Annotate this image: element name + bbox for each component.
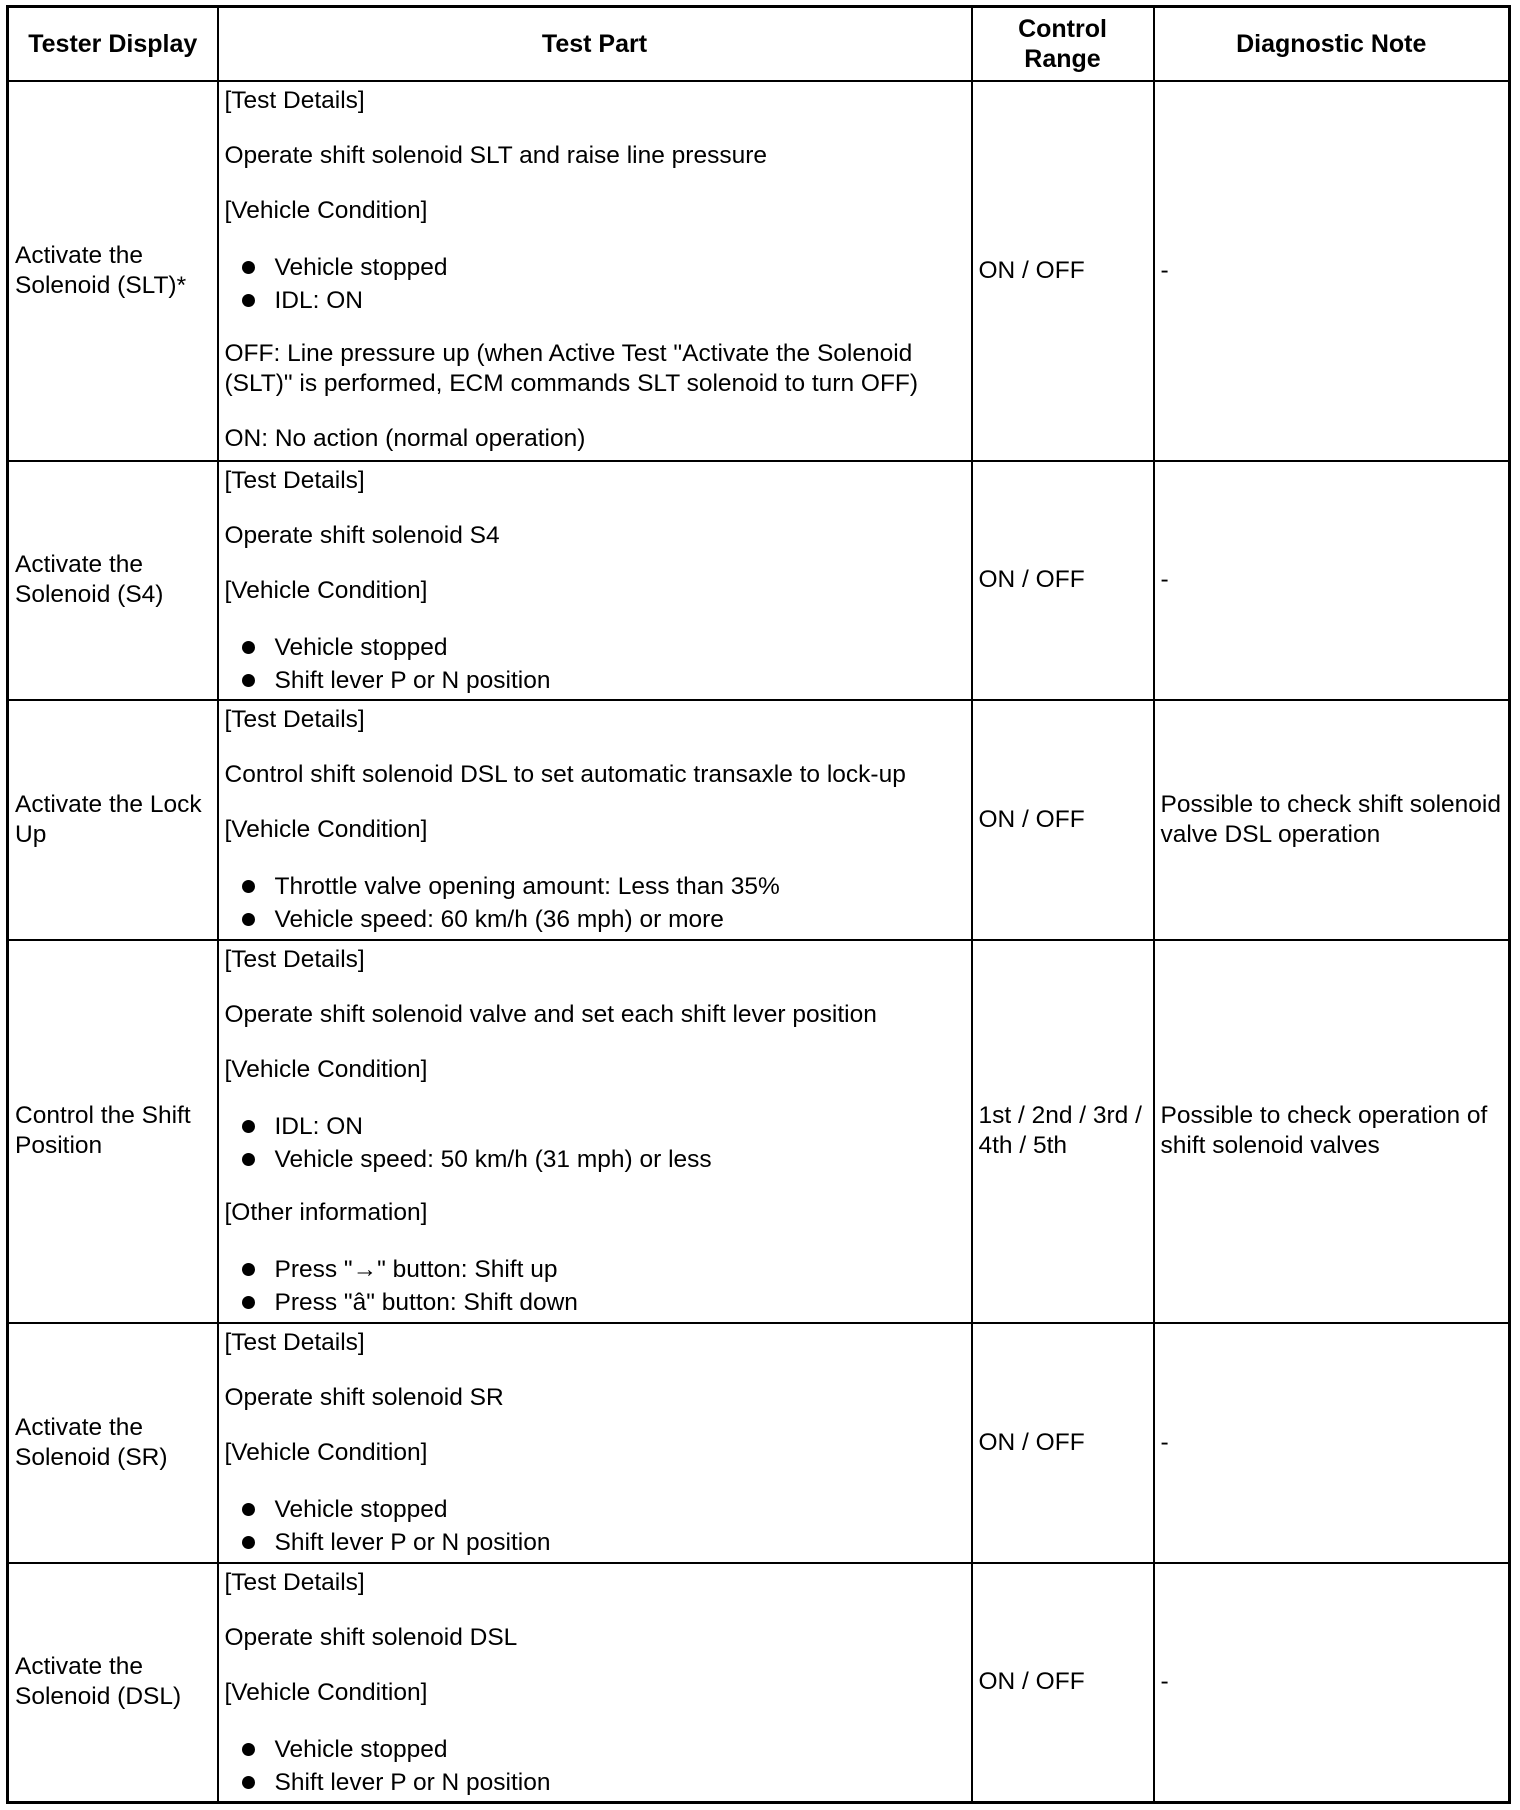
list-item-text: Press "→" button: Shift up [274, 1255, 558, 1283]
test-part-cell [218, 1563, 972, 1803]
list-item [225, 664, 965, 697]
diagnostic-note-cell: Possible to check operation of shift solenoid valves [1154, 940, 1510, 1323]
test-details-text: Operate shift solenoid valve and set each shift lever position [224, 1000, 877, 1028]
other-information-label: [Other information] [224, 1198, 428, 1226]
control-range-cell: ON / OFF [972, 1323, 1154, 1563]
bullet-icon [242, 1120, 255, 1133]
table-row [8, 1323, 1510, 1563]
list-item [225, 1733, 965, 1766]
test-details-label: [Test Details] [224, 945, 365, 973]
list-item-text: Vehicle speed: 50 km/h (31 mph) or less [274, 1145, 712, 1173]
list-item-text: Vehicle stopped [274, 253, 448, 281]
list-item-text: Press "â" button: Shift down [274, 1288, 578, 1316]
test-details-label: [Test Details] [224, 705, 365, 733]
diagnostic-note-cell: - [1154, 461, 1510, 700]
header-tester-display: Tester Display [8, 7, 218, 81]
test-details-text: Operate shift solenoid DSL [224, 1623, 518, 1651]
vehicle-condition-list [225, 1733, 965, 1799]
bullet-icon [242, 1296, 255, 1309]
table-row [8, 461, 1510, 700]
list-item-text: Vehicle speed: 60 km/h (36 mph) or more [274, 905, 724, 933]
test-details-text: Operate shift solenoid S4 [224, 521, 500, 549]
bullet-icon [242, 913, 255, 926]
list-item-text: Shift lever P or N position [274, 1528, 551, 1556]
tester-display-cell: Activate the Solenoid (DSL) [8, 1563, 218, 1803]
tester-display-cell: Activate the Solenoid (SR) [8, 1323, 218, 1563]
operation-notes [225, 339, 965, 454]
tester-display-cell: Activate the Solenoid (SLT)* [8, 81, 218, 461]
vehicle-condition-label: [Vehicle Condition] [224, 815, 428, 843]
list-item [225, 631, 965, 664]
header-diagnostic-note: Diagnostic Note [1154, 7, 1510, 81]
list-item [225, 284, 965, 317]
bullet-icon [242, 1536, 255, 1549]
control-range-cell: ON / OFF [972, 81, 1154, 461]
bullet-icon [242, 880, 255, 893]
table-row [8, 81, 1510, 461]
list-item-text: Shift lever P or N position [274, 666, 551, 694]
header-test-part: Test Part [218, 7, 972, 81]
vehicle-condition-list [225, 631, 965, 697]
bullet-icon [242, 1263, 255, 1276]
vehicle-condition-label: [Vehicle Condition] [224, 1438, 428, 1466]
list-item [225, 903, 965, 936]
table-row [8, 940, 1510, 1323]
list-item-text: Shift lever P or N position [274, 1768, 551, 1796]
test-details-label: [Test Details] [224, 1568, 365, 1596]
vehicle-condition-list [225, 1493, 965, 1559]
control-range-cell: ON / OFF [972, 461, 1154, 700]
bullet-icon [242, 1743, 255, 1756]
control-range-cell: ON / OFF [972, 700, 1154, 940]
bullet-icon [242, 1153, 255, 1166]
header-row [8, 7, 1510, 81]
test-details-text: Operate shift solenoid SLT and raise line pressure [224, 141, 767, 169]
diagnostic-note-cell: - [1154, 1563, 1510, 1803]
control-range-cell: ON / OFF [972, 1563, 1154, 1803]
list-item-text: IDL: ON [274, 1112, 363, 1140]
list-item-text: Vehicle stopped [274, 633, 448, 661]
list-item [225, 1143, 965, 1176]
active-test-table [6, 5, 1511, 1804]
list-item [225, 1526, 965, 1559]
vehicle-condition-label: [Vehicle Condition] [224, 196, 428, 224]
note-on: ON: No action (normal operation) [224, 424, 586, 452]
bullet-icon [242, 674, 255, 687]
test-details-label: [Test Details] [224, 86, 365, 114]
test-part-cell [218, 940, 972, 1323]
bullet-icon [242, 294, 255, 307]
other-information-list [225, 1253, 965, 1319]
tester-display-cell: Activate the Lock Up [8, 700, 218, 940]
list-item [225, 870, 965, 903]
diagnostic-note-cell: - [1154, 1323, 1510, 1563]
tester-display-cell: Control the Shift Position [8, 940, 218, 1323]
test-part-cell [218, 700, 972, 940]
vehicle-condition-label: [Vehicle Condition] [224, 1678, 428, 1706]
list-item-text: Vehicle stopped [274, 1495, 448, 1523]
list-item [225, 1253, 965, 1286]
note-off: OFF: Line pressure up (when Active Test "Activate the Solenoid (SLT)" is performed, ECM commands SLT solenoid to turn OFF) [224, 339, 919, 397]
test-details-label: [Test Details] [224, 1328, 365, 1356]
bullet-icon [242, 1776, 255, 1789]
list-item-text: Vehicle stopped [274, 1735, 448, 1763]
vehicle-condition-list [225, 251, 965, 317]
table-row [8, 700, 1510, 940]
list-item [225, 251, 965, 284]
diagnostic-note-cell: Possible to check shift solenoid valve DSL operation [1154, 700, 1510, 940]
bullet-icon [242, 641, 255, 654]
list-item [225, 1493, 965, 1526]
tester-display-cell: Activate the Solenoid (S4) [8, 461, 218, 700]
list-item-text: Throttle valve opening amount: Less than 35% [274, 872, 780, 900]
list-item [225, 1286, 965, 1319]
test-details-label: [Test Details] [224, 466, 365, 494]
diagnostic-note-cell: - [1154, 81, 1510, 461]
test-part-cell [218, 1323, 972, 1563]
vehicle-condition-label: [Vehicle Condition] [224, 1055, 428, 1083]
list-item [225, 1110, 965, 1143]
vehicle-condition-list [225, 1110, 965, 1176]
test-part-cell [218, 81, 972, 461]
vehicle-condition-list [225, 870, 965, 936]
header-control-range: Control Range [972, 7, 1154, 81]
vehicle-condition-label: [Vehicle Condition] [224, 576, 428, 604]
bullet-icon [242, 1503, 255, 1516]
bullet-icon [242, 261, 255, 274]
control-range-cell: 1st / 2nd / 3rd / 4th / 5th [972, 940, 1154, 1323]
list-item [225, 1766, 965, 1799]
list-item-text: IDL: ON [274, 286, 363, 314]
test-details-text: Control shift solenoid DSL to set automatic transaxle to lock-up [224, 760, 906, 788]
test-part-cell [218, 461, 972, 700]
test-details-text: Operate shift solenoid SR [224, 1383, 504, 1411]
table-row [8, 1563, 1510, 1803]
